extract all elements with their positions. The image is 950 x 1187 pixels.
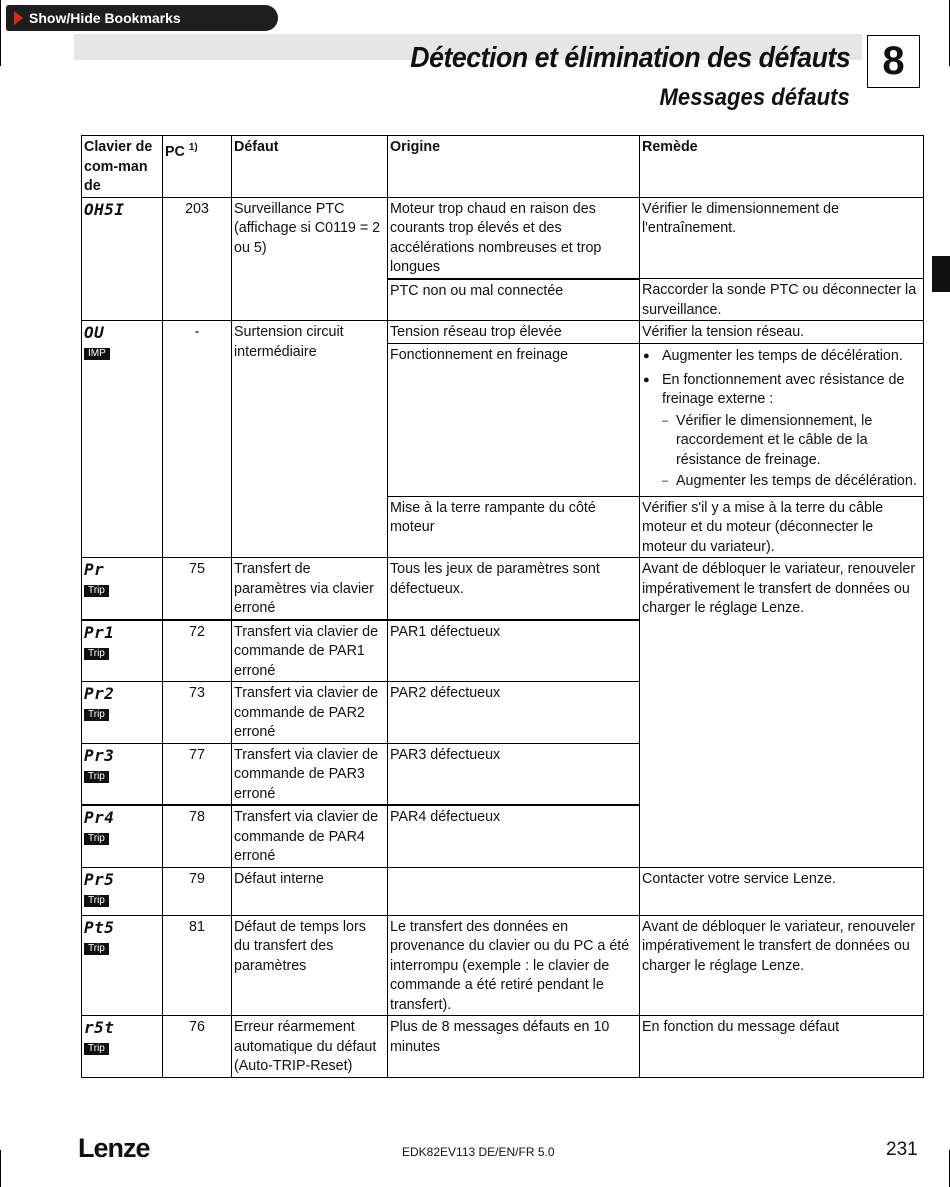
table-row <box>82 321 924 344</box>
fault-code: Pr <box>84 560 105 579</box>
fault-code: Pt5 <box>84 917 115 937</box>
table-row <box>82 1016 924 1078</box>
crop-mark <box>0 1150 1 1187</box>
list-item <box>662 371 921 492</box>
table-row <box>82 867 924 915</box>
fault-messages-table <box>81 135 924 1078</box>
trip-badge: Trip <box>84 648 109 660</box>
header-pc <box>163 136 232 198</box>
fault-code-cell <box>82 805 163 867</box>
table-row <box>82 197 924 279</box>
table-row <box>82 558 924 620</box>
fault-description: Transfert via clavier de commande de PAR2 erroné <box>232 682 388 744</box>
fault-code: Pr2 <box>84 684 115 703</box>
bookmarks-label: Show/Hide Bookmarks <box>29 10 181 26</box>
cause-text: Moteur trop chaud en raison des courants trop élevés et des accélérations nombreuses et trop longues <box>388 197 640 279</box>
lenze-logo: Lenze <box>78 1133 150 1163</box>
pc-code: 72 <box>163 620 232 682</box>
remedy-text: Vérifier la tension réseau. <box>640 321 924 344</box>
table-row <box>82 915 924 1016</box>
header-keypad: Clavier de com-man de <box>82 136 163 198</box>
remedy-text: Avant de débloquer le variateur, renouveler impérativement le transfert de données ou charger le réglage Lenze. <box>640 558 924 868</box>
trip-badge: Trip <box>84 771 109 783</box>
trip-badge: Trip <box>84 895 109 907</box>
header-pc-label: PC <box>165 143 185 160</box>
cause-text: Plus de 8 messages défauts en 10 minutes <box>388 1016 640 1078</box>
fault-code: OU <box>84 323 105 342</box>
trip-badge: Trip <box>84 833 109 845</box>
list-item-text: En fonctionnement avec résistance de freinage externe : <box>662 371 905 407</box>
pc-code: - <box>163 321 232 558</box>
header-pc-footnote: 1) <box>188 142 198 153</box>
fault-code: OH5I <box>84 199 125 219</box>
trip-badge: Trip <box>84 1043 109 1055</box>
remedy-text: Vérifier s'il y a mise à la terre du câble moteur et du moteur (déconnecter le moteur du variateur). <box>640 496 924 558</box>
cause-text: Fonctionnement en freinage <box>388 344 640 497</box>
pc-code: 203 <box>163 197 232 321</box>
imp-badge: IMP <box>84 348 110 360</box>
fault-code: r5t <box>84 1018 115 1037</box>
trip-badge: Trip <box>84 943 109 955</box>
cause-text: Tension réseau trop élevée <box>388 321 640 344</box>
fault-description: Transfert via clavier de commande de PAR3 erroné <box>232 743 388 805</box>
fault-code-cell <box>82 867 163 915</box>
fault-description: Transfert via clavier de commande de PAR1 erroné <box>232 620 388 682</box>
cause-text: PAR4 défectueux <box>388 805 640 867</box>
cause-text: Le transfert des données en provenance du clavier ou du PC a été interrompu (exemple : le clavier de commande a été retiré pendant le transfert). <box>388 915 640 1016</box>
remedy-dash-list <box>662 412 921 492</box>
header-remedy: Remède <box>640 136 924 198</box>
fault-description: Transfert de paramètres via clavier erroné <box>232 558 388 620</box>
remedy-text: Raccorder la sonde PTC ou déconnecter la surveillance. <box>640 279 924 321</box>
document-id: EDK82EV113 DE/EN/FR 5.0 <box>402 1145 555 1159</box>
fault-description: Défaut interne <box>232 867 388 915</box>
pc-code: 75 <box>163 558 232 620</box>
fault-code-cell <box>82 743 163 805</box>
remedy-text: En fonction du message défaut <box>640 1016 924 1078</box>
fault-code: Pr5 <box>84 869 115 889</box>
list-item: – Augmenter les temps de décélération. <box>676 472 921 492</box>
fault-description: Transfert via clavier de commande de PAR4 erroné <box>232 805 388 867</box>
fault-code-cell <box>82 620 163 682</box>
pc-code: 79 <box>163 867 232 915</box>
cause-text: PAR2 défectueux <box>388 682 640 744</box>
show-hide-bookmarks-button[interactable] <box>6 5 278 31</box>
trip-badge: Trip <box>84 709 109 721</box>
fault-description: Surtension circuit intermédiaire <box>232 321 388 558</box>
chapter-edge-marker <box>932 256 950 292</box>
fault-description: Erreur réarmement automatique du défaut (Auto-TRIP-Reset) <box>232 1016 388 1078</box>
fault-code: Pr1 <box>84 622 115 642</box>
cause-text: PAR3 défectueux <box>388 743 640 805</box>
fault-code-cell <box>82 321 163 558</box>
fault-description: Surveillance PTC (affichage si C0119 = 2 ou 5) <box>232 197 388 321</box>
remedy-bullet-list <box>642 347 921 492</box>
remedy-text: Vérifier le dimensionnement de l'entraînement. <box>640 197 924 279</box>
remedy-list-cell <box>640 344 924 497</box>
page-title: Détection et élimination des défauts <box>409 42 850 74</box>
cause-text: PAR1 défectueux <box>388 620 640 682</box>
pc-code: 78 <box>163 805 232 867</box>
page-subtitle: Messages défauts <box>659 84 850 111</box>
header-cause: Origine <box>388 136 640 198</box>
pc-code: 77 <box>163 743 232 805</box>
cause-text <box>388 867 640 915</box>
chapter-number: 8 <box>867 35 920 88</box>
table-header-row <box>82 136 924 198</box>
cause-text: Mise à la terre rampante du côté moteur <box>388 496 640 558</box>
fault-code: Pr4 <box>84 808 115 827</box>
list-item: – Vérifier le dimensionnement, le raccordement et le câble de la résistance de freinage. <box>676 412 921 471</box>
triangle-right-icon <box>14 11 23 25</box>
cause-text: Tous les jeux de paramètres sont défectueux. <box>388 558 640 620</box>
pc-code: 76 <box>163 1016 232 1078</box>
fault-code-cell <box>82 197 163 321</box>
pc-code: 73 <box>163 682 232 744</box>
list-item: ● Augmenter les temps de décélération. <box>662 347 921 367</box>
trip-badge: Trip <box>84 585 109 597</box>
remedy-text: Avant de débloquer le variateur, renouveler impérativement le transfert de données ou charger le réglage Lenze. <box>640 915 924 1016</box>
fault-code-cell <box>82 682 163 744</box>
fault-code-cell <box>82 915 163 1016</box>
page-number: 231 <box>886 1139 918 1160</box>
remedy-text: Contacter votre service Lenze. <box>640 867 924 915</box>
crop-mark <box>0 0 1 66</box>
cause-text: PTC non ou mal connectée <box>388 279 640 321</box>
pc-code: 81 <box>163 915 232 1016</box>
fault-description: Défaut de temps lors du transfert des paramètres <box>232 915 388 1016</box>
fault-code: Pr3 <box>84 745 115 765</box>
fault-code-cell <box>82 1016 163 1078</box>
fault-code-cell <box>82 558 163 620</box>
header-fault: Défaut <box>232 136 388 198</box>
